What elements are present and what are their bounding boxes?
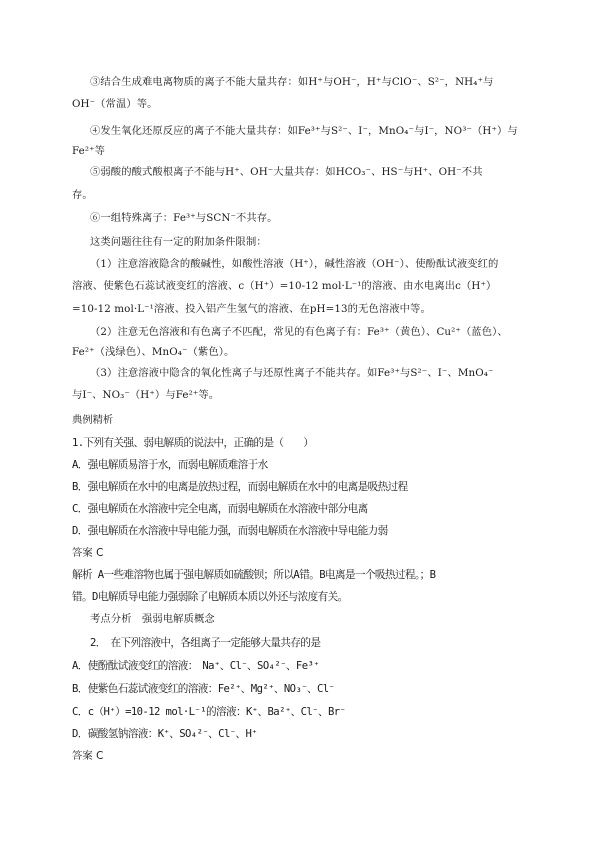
question-1-point: 考点分析 强弱电解质概念 [90,613,215,625]
question-1-analysis-line: 解析 A一些难溶物也属于强电解质如硫酸钡；所以A错。B电离是一个吸热过程。；B [72,569,436,581]
text-line: 与I⁻、NO₃⁻（H⁺）与Fe²⁺等。 [72,389,220,401]
question-1-analysis-line: 错。D电解质导电能力强弱除了电解质本质以外还与浓度有关。 [72,591,348,603]
section-title: 典例精析 [72,414,114,426]
question-2-option-c: C．c（H⁺）=10-12 mol·L⁻¹的溶液：K⁺、Ba²⁺、Cl⁻、Br⁻ [72,706,346,718]
question-2-option-d: D．碳酸氢钠溶液：K⁺、SO₄²⁻、Cl⁻、H⁺ [72,728,258,740]
text-line: 这类问题往往有一定的附加条件限制： [90,236,267,248]
question-1-answer: 答案 C [72,547,104,559]
question-2-answer: 答案 C [72,750,104,762]
text-line: ④发生氧化还原反应的离子不能大量共存：如Fe³⁺与S²⁻、I⁻，MnO₄⁻与I⁻，NO³⁻（H⁺）与 [90,125,518,137]
text-line: （3）注意溶液中隐含的氧化性离子与还原性离子不能共存。如Fe³⁺与S²⁻、I⁻、MnO₄⁻ [90,367,494,379]
question-2-option-b: B．使紫色石蕊试液变红的溶液：Fe²⁺、Mg²⁺、NO₃⁻、Cl⁻ [72,683,335,695]
question-1-stem: 1.下列有关强、弱电解质的说法中，正确的是（ ） [72,437,314,449]
question-1-option-d: D．强电解质在水溶液中导电能力强，而弱电解质在水溶液中导电能力弱 [72,525,388,537]
text-line: Fe²⁺等 [72,145,106,157]
question-1-option-b: B．强电解质在水中的电离是放热过程，而弱电解质在水中的电离是吸热过程 [72,481,408,493]
text-line: （1）注意溶液隐含的酸碱性，如酸性溶液（H⁺），碱性溶液（OH⁻）、使酚酞试液变红的 [90,258,499,270]
text-line: ⑥一组特殊离子：Fe³⁺与SCN⁻不共存。 [90,212,278,224]
text-line: Fe²⁺（浅绿色）、MnO₄⁻（紫色）。 [72,346,235,358]
question-1-option-c: C．强电解质在水溶液中完全电离，而弱电解质在水溶液中部分电离 [72,503,368,515]
text-line: OH⁻（常温）等。 [72,98,158,110]
text-line: 存。 [72,189,93,201]
question-2-stem: 2． 在下列溶液中，各组离子一定能够大量共存的是 [90,637,321,649]
text-line: （2）注意无色溶液和有色离子不匹配，常见的有色离子有：Fe³⁺（黄色）、Cu²⁺（蓝色）、 [90,326,508,338]
question-1-option-a: A．强电解质易溶于水，而弱电解质难溶于水 [72,459,268,471]
text-line: 溶液、使紫色石蕊试液变红的溶液、c（H⁺）=10-12 mol·L⁻¹的溶液、由水电离出c（H⁺） [72,280,497,292]
text-line: ⑤弱酸的酸式酸根离子不能与H⁺、OH⁻大量共存：如HCO₃⁻、HS⁻与H⁺、OH⁻不共 [90,166,483,178]
question-2-option-a: A．使酚酞试液变红的溶液： Na⁺、Cl⁻、SO₄²⁻、Fe³⁺ [72,660,320,672]
text-line: =10-12 mol·L⁻¹溶液、投入铝产生氢气的溶液、在pH=13的无色溶液中等。 [72,303,431,315]
text-line: ③结合生成难电离物质的离子不能大量共存：如H⁺与OH⁻，H⁺与ClO⁻、S²⁻，NH₄⁺与 [90,76,494,88]
